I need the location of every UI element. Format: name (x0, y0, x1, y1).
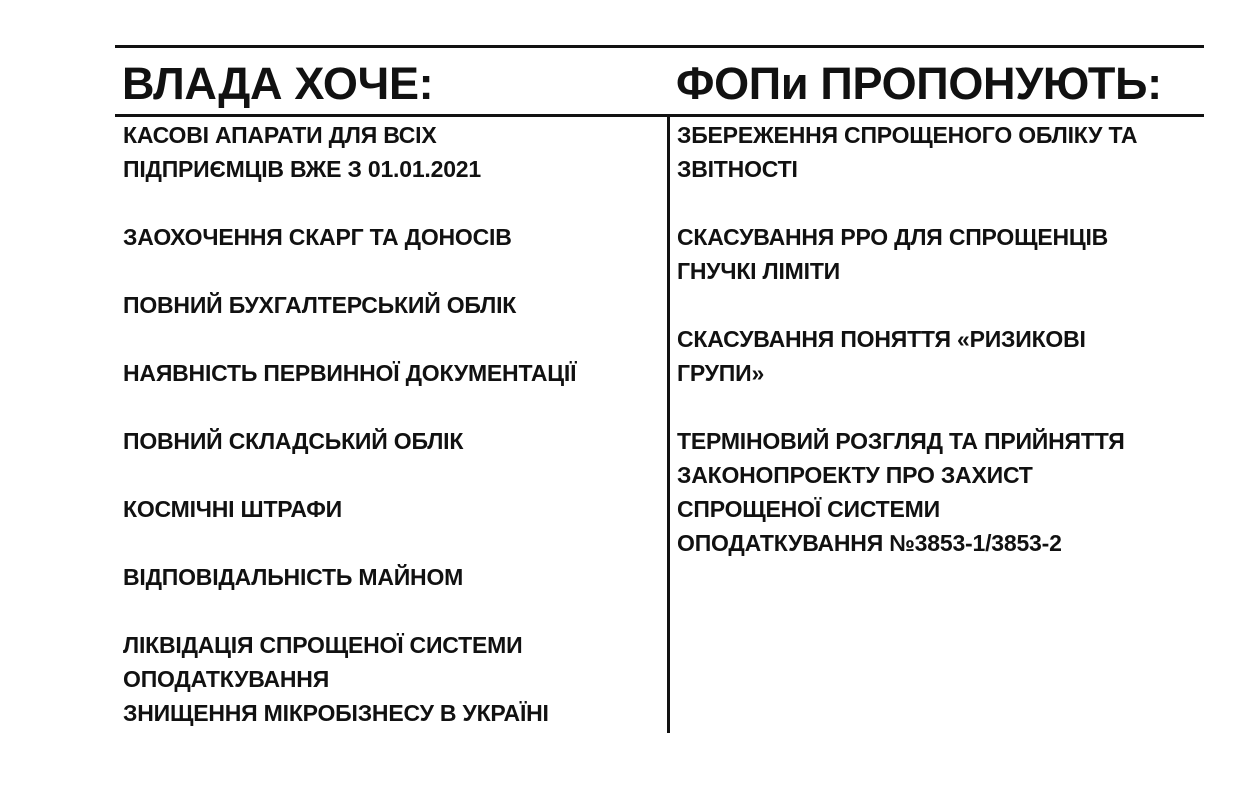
header-rule (115, 114, 1204, 117)
list-item (677, 424, 1187, 560)
list-item (677, 322, 1187, 390)
list-item (123, 220, 653, 254)
column-divider (667, 116, 670, 733)
list-item (123, 492, 653, 526)
item-line: ОПОДАТКУВАННЯ №3853-1/3853-2 (677, 530, 1062, 556)
item-line: ЗАКОНОПРОЕКТУ ПРО ЗАХИСТ (677, 462, 1033, 488)
item-line: КОСМІЧНІ ШТРАФИ (123, 496, 343, 522)
item-line: ПОВНИЙ СКЛАДСЬКИЙ ОБЛІК (123, 428, 464, 454)
government-wants-list (123, 118, 653, 730)
list-item (123, 288, 653, 322)
list-item (123, 118, 653, 186)
item-line: ЗАОХОЧЕННЯ СКАРГ ТА ДОНОСІВ (123, 224, 512, 250)
list-item (123, 628, 653, 696)
item-line: ГРУПИ» (677, 360, 765, 386)
item-line: ТЕРМІНОВИЙ РОЗГЛЯД ТА ПРИЙНЯТТЯ (677, 428, 1125, 454)
item-line: КАСОВІ АПАРАТИ ДЛЯ ВСІХ (123, 122, 437, 148)
list-item (123, 356, 653, 390)
item-line: СПРОЩЕНОЇ СИСТЕМИ (677, 496, 940, 522)
item-line: ЗВІТНОСТІ (677, 156, 798, 182)
list-item (123, 560, 653, 594)
item-line: ЛІКВІДАЦІЯ СПРОЩЕНОЇ СИСТЕМИ (123, 632, 523, 658)
entrepreneurs-propose-heading: ФОПи ПРОПОНУЮТЬ: (676, 58, 1162, 109)
item-line: СКАСУВАННЯ РРО ДЛЯ СПРОЩЕНЦІВ (677, 224, 1109, 250)
entrepreneurs-propose-list (677, 118, 1187, 560)
item-line: ПІДПРИЄМЦІВ ВЖЕ З 01.01.2021 (123, 156, 481, 182)
list-item (123, 696, 653, 730)
item-line: ОПОДАТКУВАННЯ (123, 666, 330, 692)
item-line: ВІДПОВІДАЛЬНІСТЬ МАЙНОМ (123, 564, 464, 590)
item-line: ГНУЧКІ ЛІМІТИ (677, 258, 840, 284)
top-rule (115, 45, 1204, 48)
item-line: СКАСУВАННЯ ПОНЯТТЯ «РИЗИКОВІ (677, 326, 1086, 352)
list-item (123, 424, 653, 458)
item-line: ПОВНИЙ БУХГАЛТЕРСЬКИЙ ОБЛІК (123, 292, 517, 318)
list-item (677, 118, 1187, 186)
government-wants-heading: ВЛАДА ХОЧЕ: (122, 58, 434, 109)
item-line: ЗНИЩЕННЯ МІКРОБІЗНЕСУ В УКРАЇНІ (123, 700, 549, 726)
item-line: ЗБЕРЕЖЕННЯ СПРОЩЕНОГО ОБЛІКУ ТА (677, 122, 1138, 148)
list-item (677, 220, 1187, 288)
item-line: НАЯВНІСТЬ ПЕРВИННОЇ ДОКУМЕНТАЦІЇ (123, 360, 577, 386)
